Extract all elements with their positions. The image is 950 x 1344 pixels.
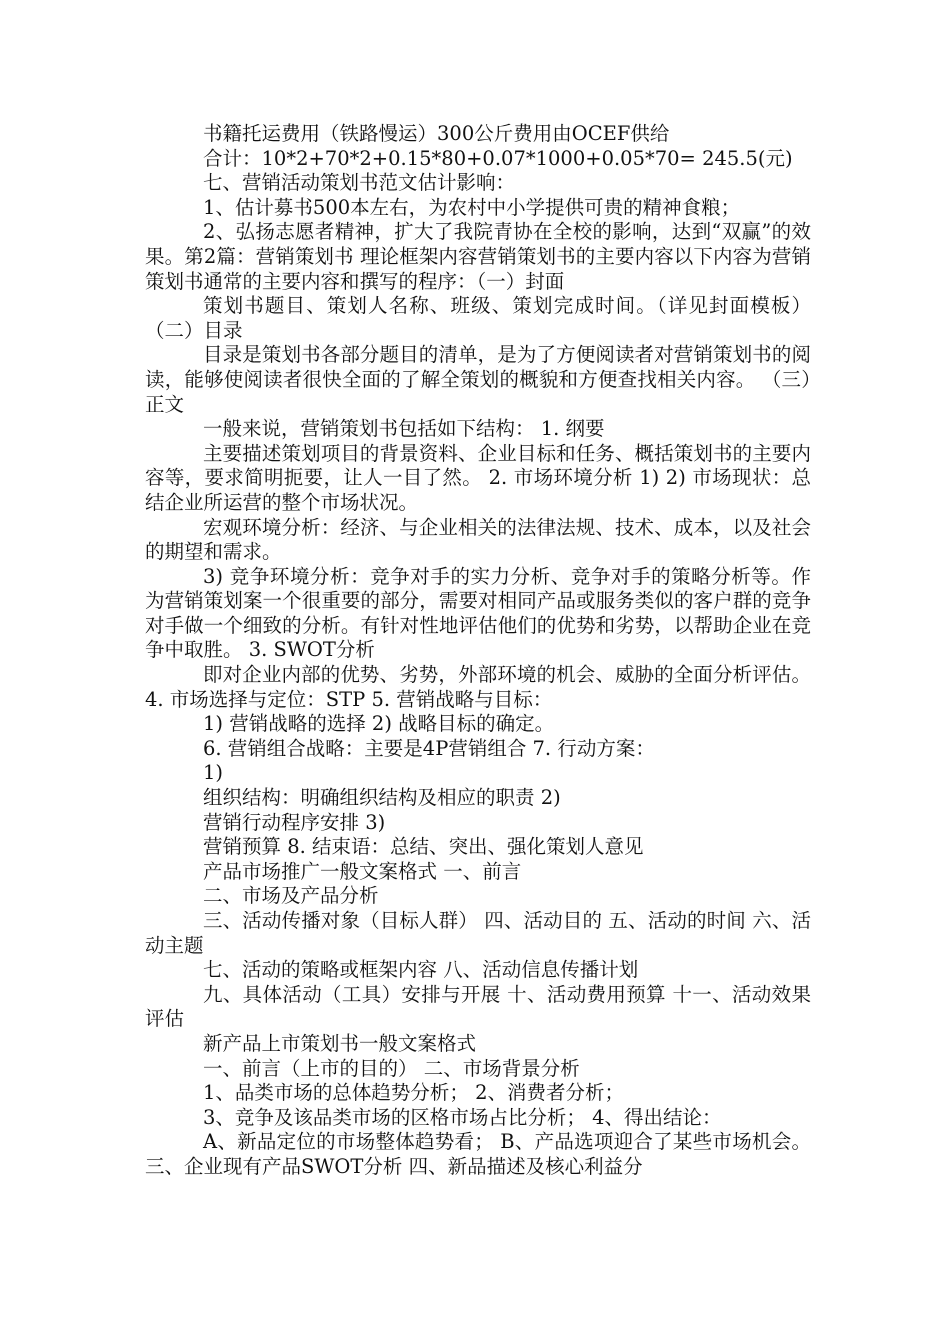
paragraph: 七、营销活动策划书范文估计影响： xyxy=(203,171,516,195)
paragraph: 书籍托运费用（铁路慢运）300公斤费用由OCEF供给 xyxy=(203,122,670,145)
paragraph: A、新品定位的市场整体趋势看； B、产品选项迎合了某些市场机会。 三、企业现有产品SWOT分析 四、新品描述及核心利益分 xyxy=(145,1130,811,1178)
paragraph: 一般来说，营销策划书包括如下结构： 1. 纲要 xyxy=(203,417,605,441)
paragraph: 目录是策划书各部分题目的清单，是为了方便阅读者对营销策划书的阅读，能够使阅读者很快全面的了解全策划的概貌和方便查找相关内容。 （三）正文 xyxy=(145,343,811,416)
paragraph: 策划书题目、策划人名称、班级、策划完成时间。（详见封面模板） （二）目录 xyxy=(145,294,811,342)
paragraph: 即对企业内部的优势、劣势，外部环境的机会、威胁的全面分析评估。 4. 市场选择与定位：STP 5. 营销战略与目标： xyxy=(145,663,811,711)
paragraph: 三、活动传播对象（目标人群） 四、活动目的 五、活动的时间 六、活动主题 xyxy=(145,909,811,957)
paragraph: 一、前言（上市的目的） 二、市场背景分析 xyxy=(203,1056,580,1080)
paragraph: 组织结构：明确组织结构及相应的职责 2) xyxy=(203,786,561,810)
paragraph: 1、品类市场的总体趋势分析； 2、消费者分析； xyxy=(203,1081,625,1105)
paragraph: 新产品上市策划书一般文案格式 xyxy=(203,1031,477,1055)
paragraph: 营销行动程序安排 3) xyxy=(203,810,386,834)
paragraph: 九、具体活动（工具）安排与开展 十、活动费用预算 十一、活动效果评估 xyxy=(145,982,811,1031)
paragraph: 主要描述策划项目的背景资料、企业目标和任务、概括策划书的主要内容等，要求简明扼要，让人一目了然。 2. 市场环境分析 1) 2) 市场现状：总结企业所运营的整个市场状况。 xyxy=(145,441,811,514)
paragraph: 3、竞争及该品类市场的区格市场占比分析； 4、得出结论： xyxy=(203,1105,722,1129)
paragraph: 6. 营销组合战略：主要是4P营销组合 7. 行动方案： xyxy=(203,736,655,760)
paragraph: 3) 竞争环境分析：竞争对手的实力分析、竞争对手的策略分析等。作为营销策划案一个很重要的部分，需要对相同产品或服务类似的客户群的竞争对手做一个细致的分析。有针对性地评估他们的优势和劣势，以帮助企业在竞争中取胜。 3. SWOT分析 xyxy=(145,564,811,662)
paragraph: 产品市场推广一般文案格式 一、前言 xyxy=(203,859,522,883)
paragraph: 1) xyxy=(203,761,224,785)
paragraph: 1) 营销战略的选择 2) 战略目标的确定。 xyxy=(203,712,555,736)
paragraph: 合计：10*2+70*2+0.15*80+0.07*1000+0.05*70= 245.5(元) xyxy=(203,146,793,170)
paragraph: 七、活动的策略或框架内容 八、活动信息传播计划 xyxy=(203,958,639,982)
paragraph: 2、弘扬志愿者精神，扩大了我院青协在全校的影响，达到“双赢”的效果。第2篇：营销策划书 理论框架内容营销策划书的主要内容以下内容为营销策划书通常的主要内容和撰写的程序：（一）封面 xyxy=(145,220,811,293)
document-body xyxy=(145,122,811,1180)
paragraph: 宏观环境分析：经济、与企业相关的法律法规、技术、成本，以及社会的期望和需求。 xyxy=(145,515,811,564)
paragraph: 1、估计募书500本左右，为农村中小学提供可贵的精神食粮； xyxy=(203,195,741,219)
paragraph: 二、市场及产品分析 xyxy=(203,884,379,908)
paragraph: 营销预算 8. 结束语：总结、突出、强化策划人意见 xyxy=(203,835,644,859)
